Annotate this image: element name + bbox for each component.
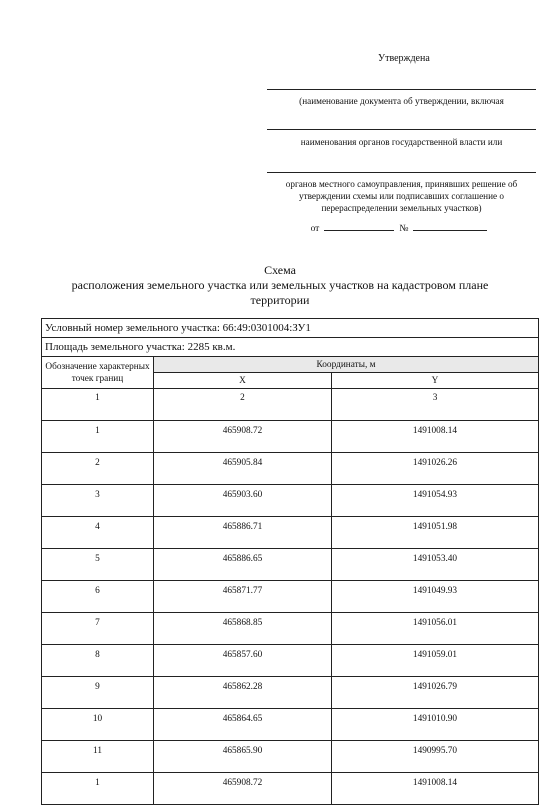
blank-line-2 (267, 129, 536, 130)
column-number: 2 (154, 389, 332, 421)
table-row (42, 485, 539, 517)
cell-point: 11 (42, 741, 154, 773)
date-number-line (267, 221, 536, 234)
cell-x: 465886.65 (154, 549, 332, 581)
cell-point: 1 (42, 773, 154, 805)
cell-x: 465864.65 (154, 709, 332, 741)
table-row (42, 453, 539, 485)
plot-area: Площадь земельного участка: 2285 кв.м. (42, 338, 539, 357)
cell-x: 465905.84 (154, 453, 332, 485)
cell-point: 6 (42, 581, 154, 613)
cell-point: 2 (42, 453, 154, 485)
plot-area-row (42, 338, 539, 357)
cell-point: 10 (42, 709, 154, 741)
cell-point: 3 (42, 485, 154, 517)
approval-title: Утверждена (378, 53, 430, 64)
cell-y: 1491059.01 (332, 645, 539, 677)
approval-note-1: (наименование документа об утверждении, включая (299, 96, 504, 106)
approval-note-3: органов местного самоуправления, принявших решение об утверждении схемы или подписавших соглашение о перераспределении земельных участков) (285, 179, 518, 213)
plot-number-row (42, 319, 539, 338)
table-row (42, 549, 539, 581)
document-heading (60, 263, 500, 308)
cell-x: 465862.28 (154, 677, 332, 709)
header-coordinates: Координаты, м (154, 357, 539, 373)
table-row (42, 677, 539, 709)
cell-x: 465865.90 (154, 741, 332, 773)
table-row (42, 741, 539, 773)
table-row (42, 581, 539, 613)
header-point: Обозначение характерных точек границ (42, 357, 154, 389)
date-blank (324, 221, 394, 231)
cell-y: 1491054.93 (332, 485, 539, 517)
column-number: 3 (332, 389, 539, 421)
table-row (42, 421, 539, 453)
document-subtitle: расположения земельного участка или земельных участков на кадастровом плане территории (71, 278, 489, 307)
cell-y: 1490995.70 (332, 741, 539, 773)
cell-y: 1491026.79 (332, 677, 539, 709)
date-label: от (310, 224, 320, 234)
cell-point: 9 (42, 677, 154, 709)
cell-y: 1491051.98 (332, 517, 539, 549)
column-numbers-row (42, 389, 539, 421)
cell-y: 1491010.90 (332, 709, 539, 741)
column-number: 1 (42, 389, 154, 421)
cell-point: 5 (42, 549, 154, 581)
cell-y: 1491056.01 (332, 613, 539, 645)
table-row (42, 773, 539, 805)
coordinates-table (41, 318, 539, 805)
number-label: № (399, 224, 409, 234)
cell-x: 465908.72 (154, 421, 332, 453)
table-row (42, 517, 539, 549)
table-row (42, 613, 539, 645)
cell-y: 1491049.93 (332, 581, 539, 613)
header-row-1 (42, 357, 539, 373)
cell-x: 465903.60 (154, 485, 332, 517)
cell-point: 7 (42, 613, 154, 645)
document-title: Схема (264, 263, 296, 277)
cell-y: 1491008.14 (332, 421, 539, 453)
blank-line-1 (267, 89, 536, 90)
approval-note-2: наименования органов государственной власти или (300, 137, 503, 147)
blank-line-3 (267, 172, 536, 173)
cell-point: 1 (42, 421, 154, 453)
cell-y: 1491008.14 (332, 773, 539, 805)
header-y: Y (332, 373, 539, 389)
header-x: X (154, 373, 332, 389)
cell-x: 465871.77 (154, 581, 332, 613)
cell-x: 465868.85 (154, 613, 332, 645)
table-row (42, 645, 539, 677)
plot-number: Условный номер земельного участка: 66:49:0301004:ЗУ1 (42, 319, 539, 338)
cell-point: 8 (42, 645, 154, 677)
cell-y: 1491053.40 (332, 549, 539, 581)
cell-point: 4 (42, 517, 154, 549)
number-blank (413, 221, 487, 231)
table-row (42, 709, 539, 741)
cell-y: 1491026.26 (332, 453, 539, 485)
cell-x: 465857.60 (154, 645, 332, 677)
cell-x: 465886.71 (154, 517, 332, 549)
cell-x: 465908.72 (154, 773, 332, 805)
